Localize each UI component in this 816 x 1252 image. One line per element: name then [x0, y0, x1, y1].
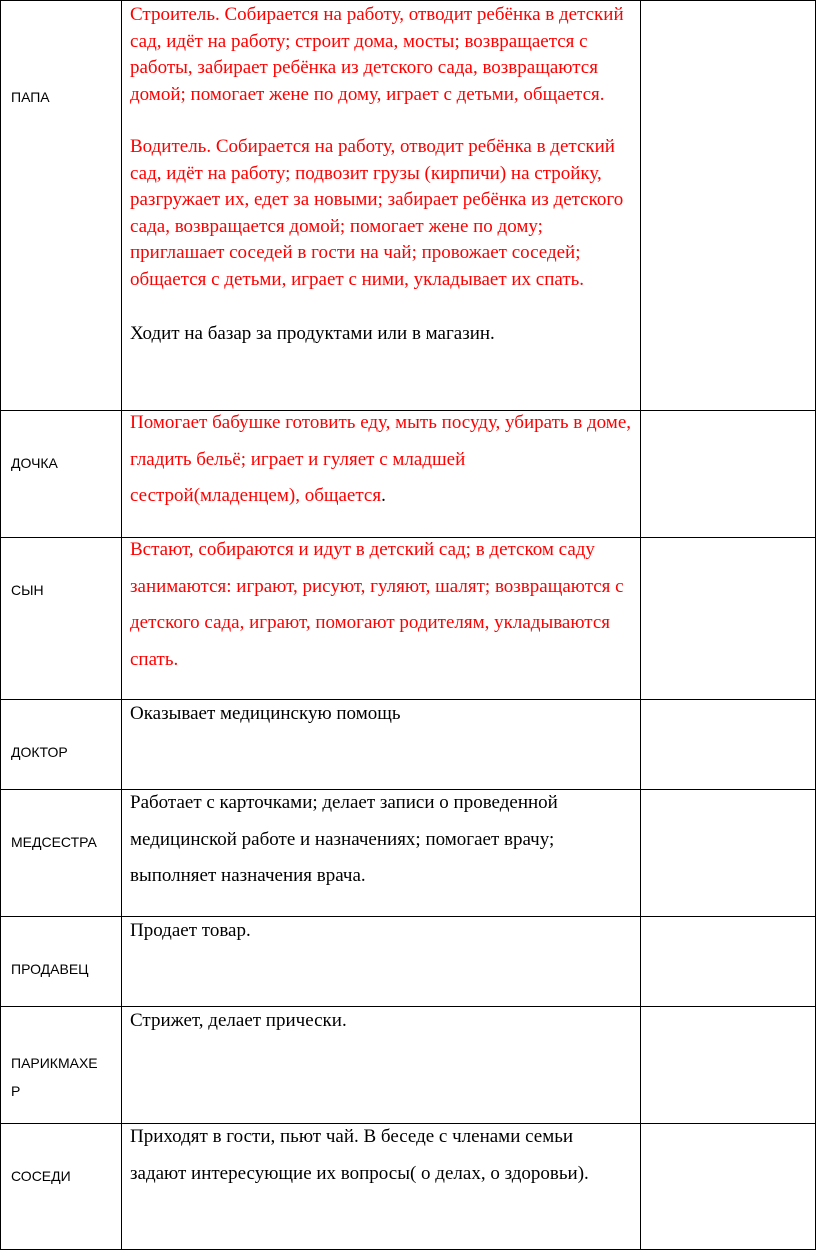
role-label: МЕДСЕСТРА: [11, 834, 97, 850]
description-paragraph: Встают, собираются и идут в детский сад; в детском саду занимаются: играют, рисуют, гуляют, шалят; возвращаются с детского сада, играют, помогают родителям, укладываются спать.: [130, 539, 624, 670]
description-cell: [122, 917, 641, 1007]
empty-cell: [641, 538, 816, 700]
table-row: [1, 538, 816, 700]
empty-cell: [641, 1, 816, 411]
empty-cell: [641, 411, 816, 538]
empty-cell: [641, 1124, 816, 1250]
empty-cell: [641, 700, 816, 790]
description-paragraph: Продает товар.: [130, 920, 251, 941]
table-row: [1, 700, 816, 790]
description-cell: [122, 538, 641, 700]
description-paragraph: Водитель. Собирается на работу, отводит ребёнка в детский сад, идёт на работу; подвозит грузы (кирпичи) на стройку, разгружает их, едет за новыми; забирает ребёнка из детского сада, возвращается домой; помогает жене по дому; приглашает соседей в гости на чай; провожает соседей; общается с детьми, играет с ними, укладывает их спать.: [130, 136, 624, 290]
table-row: [1, 1, 816, 411]
description-paragraph: Оказывает медицинскую помощь: [130, 703, 401, 724]
role-cell: [1, 538, 122, 700]
description-cell: [122, 411, 641, 538]
description-cell: [122, 790, 641, 917]
description-paragraph: Работает с карточками; делает записи о проведенной медицинской работе и назначениях; помогает врачу; выполняет назначения врача.: [130, 792, 558, 886]
role-label: ДОЧКА: [11, 455, 58, 471]
role-label: [11, 1007, 121, 1105]
role-cell: [1, 411, 122, 538]
description-paragraph: Строитель. Собирается на работу, отводит ребёнка в детский сад, идёт на работу; строит дома, мосты; возвращается с работы, забирает ребёнка из детского сада, возвращаются домой; помогает жене по дому, играет с детьми, общается.: [130, 4, 624, 105]
table-row: [1, 790, 816, 917]
role-cell: [1, 1, 122, 411]
description-paragraph: Ходит на базар за продуктами или в магазин.: [130, 323, 495, 344]
role-label-line: Р: [11, 1083, 21, 1099]
role-label: ДОКТОР: [11, 744, 68, 760]
role-cell: [1, 1007, 122, 1124]
description-cell: [122, 1, 641, 411]
role-cell: [1, 790, 122, 917]
role-cell: [1, 917, 122, 1007]
description-cell: [122, 700, 641, 790]
description-end: .: [381, 485, 386, 506]
role-label-line: ПАРИКМАХЕ: [11, 1055, 98, 1071]
empty-cell: [641, 790, 816, 917]
description-text: Помогает бабушке готовить еду, мыть посуду, убирать в доме, гладить бельё; играет и гуляет с младшей сестрой(младенцем), общается: [130, 412, 632, 506]
table-row: [1, 1007, 816, 1124]
table-row: [1, 411, 816, 538]
table-row: [1, 917, 816, 1007]
role-label: ПРОДАВЕЦ: [11, 961, 89, 977]
description-cell: [122, 1124, 641, 1250]
description-paragraph: Приходят в гости, пьют чай. В беседе с членами семьи задают интересующие их вопросы( о делах, о здоровьи).: [130, 1126, 589, 1184]
empty-cell: [641, 1007, 816, 1124]
role-cell: [1, 1124, 122, 1250]
role-label: ПАПА: [11, 89, 50, 105]
empty-cell: [641, 917, 816, 1007]
description-paragraph: Стрижет, делает прически.: [130, 1010, 347, 1031]
description-cell: [122, 1007, 641, 1124]
table-row: [1, 1124, 816, 1250]
description-paragraph: [130, 405, 632, 515]
role-label: СЫН: [11, 582, 44, 598]
role-label: СОСЕДИ: [11, 1168, 71, 1184]
role-cell: [1, 700, 122, 790]
